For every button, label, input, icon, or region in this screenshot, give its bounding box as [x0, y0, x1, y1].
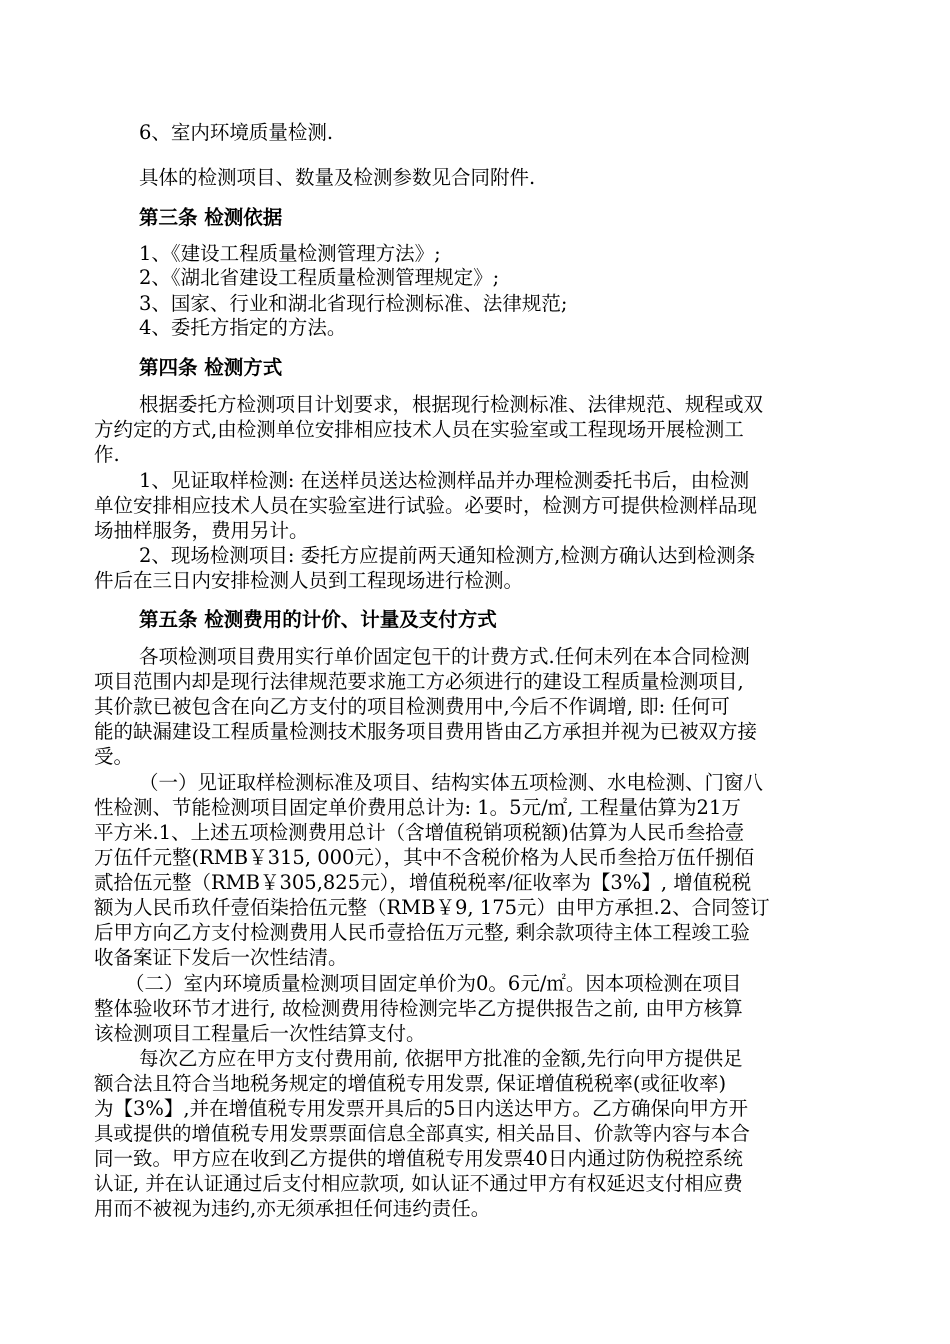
article-5-line: 贰拾伍元整（RMB￥305,825元），增值税税率/征收率为【3%】, 增值税税	[94, 871, 752, 894]
article-5-line: 具或提供的增值税专用发票票面信息全部真实, 相关品目、价款等内容与本合	[94, 1122, 750, 1145]
article-4-title: 第四条 检测方式	[139, 356, 283, 379]
article-4-line: 根据委托方检测项目计划要求，根据现行检测标准、法律规范、规程或双	[139, 393, 764, 416]
article-4-line: 作.	[94, 443, 120, 466]
article-5-line: 额为人民币玖仟壹佰柒拾伍元整（RMB￥9, 175元）由甲方承担.2、合同签订	[94, 896, 770, 919]
article-4-line: 单位安排相应技术人员在实验室进行试验。必要时，检测方可提供检测样品现	[94, 494, 758, 517]
article-4-line: 1、见证取样检测: 在送样员送达检测样品并办理检测委托书后，由检测	[139, 469, 750, 492]
article-5-line: 同一致。甲方应在收到乙方提供的增值税专用发票40日内通过防伪税控系统	[94, 1147, 743, 1170]
article-5-line: 用而不被视为违约,亦无须承担任何违约责任。	[94, 1197, 491, 1220]
article-5-line: 每次乙方应在甲方支付费用前, 依据甲方批准的金额,先行向甲方提供足	[139, 1047, 743, 1070]
article-5-line: 额合法且符合当地税务规定的增值税专用发票, 保证增值税税率(或征收率)	[94, 1072, 727, 1095]
article-5-line: 万伍仟元整(RMB￥315, 000元），其中不含税价格为人民币叁拾万伍仟捌佰	[94, 846, 755, 869]
article-5-line: 平方米.1、上述五项检测费用总计（含增值税销项税额)估算为人民币叁拾壹	[94, 821, 745, 844]
article-4-line: 2、现场检测项目: 委托方应提前两天通知检测方,检测方确认达到检测条	[139, 544, 756, 567]
article-3-item-3: 3、国家、行业和湖北省现行检测标准、法律规范;	[139, 292, 568, 315]
article-4-line: 件后在三日内安排检测人员到工程现场进行检测。	[94, 569, 524, 592]
intro-line-6: 6、室内环境质量检测.	[139, 121, 334, 144]
article-5-line: 项目范围内却是现行法律规范要求施工方必须进行的建设工程质量检测项目,	[94, 670, 744, 693]
article-5-line: （二）室内环境质量检测项目固定单价为0。6元/㎡。因本项检测在项目	[125, 972, 742, 995]
article-5-line: 受。	[94, 745, 134, 768]
article-5-line: 认证, 并在认证通过后支付相应款项, 如认证不通过甲方有权延迟支付相应费	[94, 1172, 743, 1195]
article-3-item-1: 1、《建设工程质量检测管理方法》;	[139, 242, 441, 265]
article-5-line: 其价款已被包含在向乙方支付的项目检测费用中,今后不作调增, 即: 任何可	[94, 695, 730, 718]
article-5-line: 收备案证下发后一次性结清。	[94, 946, 348, 969]
article-5-line: 能的缺漏建设工程质量检测技术服务项目费用皆由乙方承担并视为已被双方接	[94, 720, 758, 743]
article-5-line: 为【3%】,并在增值税专用发票开具后的5日内送达甲方。乙方确保向甲方开	[94, 1097, 749, 1120]
article-4-line: 方约定的方式,由检测单位安排相应技术人员在实验室或工程现场开展检测工	[94, 418, 744, 441]
article-5-title: 第五条 检测费用的计价、计量及支付方式	[139, 608, 497, 631]
article-5-line: 各项检测项目费用实行单价固定包干的计费方式.任何未列在本合同检测	[139, 645, 750, 668]
article-5-line: 该检测项目工程量后一次性结算支付。	[94, 1022, 426, 1045]
article-3-item-4: 4、委托方指定的方法。	[139, 316, 347, 339]
article-3-item-2: 2、《湖北省建设工程质量检测管理规定》;	[139, 266, 500, 289]
article-4-line: 场抽样服务，费用另计。	[94, 519, 309, 542]
article-3-title: 第三条 检测依据	[139, 206, 283, 229]
article-5-line: 后甲方向乙方支付检测费用人民币壹拾伍万元整, 剩余款项待主体工程竣工验	[94, 921, 750, 944]
intro-line-attachment: 具体的检测项目、数量及检测参数见合同附件.	[139, 166, 536, 189]
article-5-line: （一）见证取样检测标准及项目、结构实体五项检测、水电检测、门窗八	[139, 771, 764, 794]
article-5-line: 性检测、节能检测项目固定单价费用总计为: 1。5元/㎡, 工程量估算为21万	[94, 796, 741, 819]
article-5-line: 整体验收环节才进行, 故检测费用待检测完毕乙方提供报告之前, 由甲方核算	[94, 997, 743, 1020]
